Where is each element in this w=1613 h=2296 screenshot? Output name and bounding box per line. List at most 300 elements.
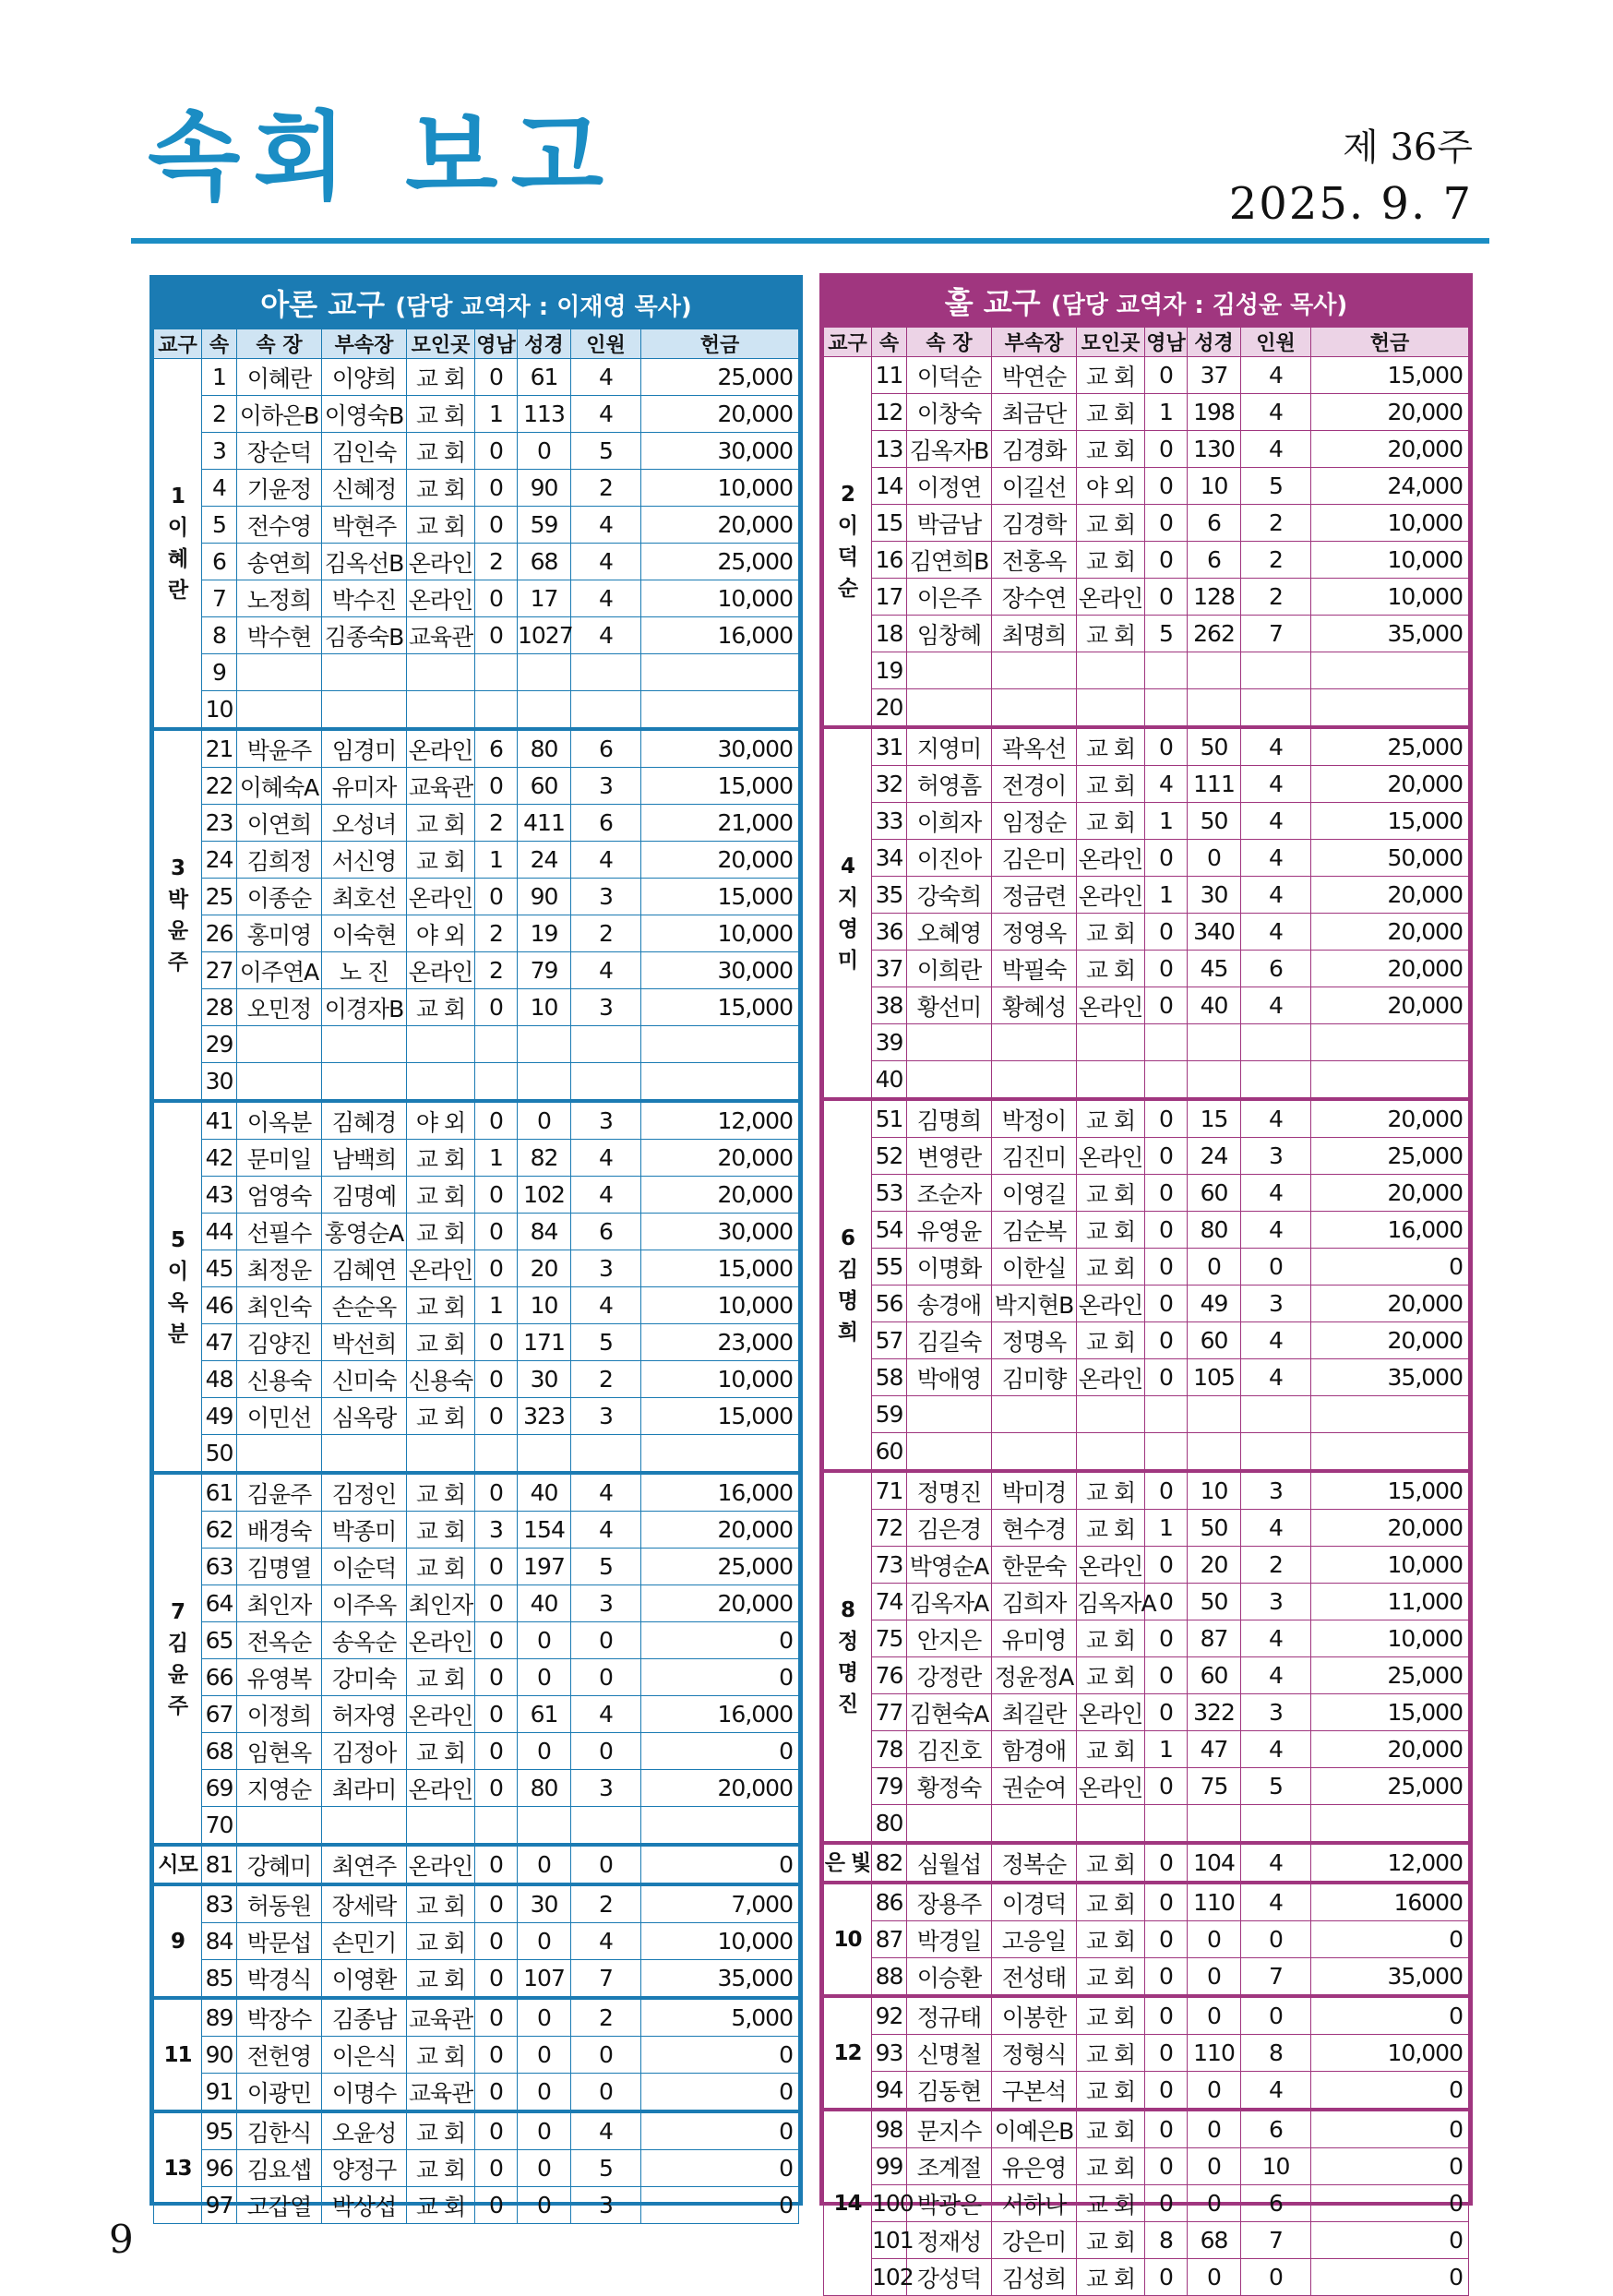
cell-place: 교육관 [407, 617, 475, 654]
cell-number: 65 [202, 1622, 237, 1659]
cell-count [1241, 652, 1311, 689]
cell-count: 3 [1241, 1694, 1311, 1731]
cell-offering: 20,000 [1311, 1510, 1469, 1547]
cell-offering: 20,000 [1311, 431, 1469, 468]
cell-bible: 50 [1188, 1584, 1241, 1620]
cell-bible: 0 [1188, 1996, 1241, 2035]
cell-bible: 60 [1188, 1175, 1241, 1212]
table-row [824, 1731, 1469, 1768]
cell-count [1241, 1061, 1311, 1100]
cell-count [1241, 1024, 1311, 1061]
cell-offering: 30,000 [641, 729, 799, 768]
cell-place: 교 회 [407, 1398, 475, 1435]
cell-leader: 신용숙 [237, 1361, 322, 1398]
cell-count [571, 1435, 641, 1474]
cell-offering: 12,000 [1311, 1843, 1469, 1883]
cell-place: 교 회 [407, 1287, 475, 1324]
cell-subleader: 남백희 [322, 1140, 407, 1177]
cell-leader: 박장수 [237, 1998, 322, 2037]
cell-leader: 강성덕 [907, 2259, 992, 2296]
cell-yeongnam: 0 [1145, 1584, 1188, 1620]
cell-subleader: 이순덕 [322, 1549, 407, 1585]
cell-place: 온라인 [407, 544, 475, 580]
cell-bible: 10 [518, 1287, 571, 1324]
cell-offering [1311, 1061, 1469, 1100]
cell-place: 교 회 [1077, 1657, 1145, 1694]
cell-place: 온라인 [407, 952, 475, 989]
cell-offering: 25,000 [1311, 727, 1469, 766]
cell-place: 야 외 [1077, 468, 1145, 505]
cell-bible: 45 [1188, 951, 1241, 987]
group-label: 8 정 명 진 [824, 1471, 872, 1843]
cell-number: 91 [202, 2074, 237, 2112]
column-header: 교구 [824, 328, 872, 357]
table-row [154, 1512, 799, 1549]
cell-leader: 유영윤 [907, 1212, 992, 1249]
table-row [824, 2148, 1469, 2185]
cell-subleader: 정형식 [992, 2035, 1077, 2072]
cell-bible: 6 [1188, 542, 1241, 579]
cell-number: 35 [872, 877, 907, 914]
cell-leader: 이창숙 [907, 394, 992, 431]
cell-offering: 15,000 [641, 879, 799, 915]
cell-leader [907, 1061, 992, 1100]
cell-offering: 15,000 [1311, 803, 1469, 840]
cell-bible: 50 [1188, 727, 1241, 766]
group-label: 9 [154, 1884, 202, 1998]
cell-offering [641, 691, 799, 730]
cell-yeongnam: 8 [1145, 2222, 1188, 2259]
cell-leader: 박경식 [237, 1960, 322, 1999]
cell-place: 교 회 [1077, 1249, 1145, 1286]
cell-count: 4 [571, 952, 641, 989]
cell-offering [641, 1063, 799, 1102]
table-row [154, 989, 799, 1026]
cell-subleader: 박미경 [992, 1471, 1077, 1510]
table-row [154, 1435, 799, 1474]
cell-count: 5 [1241, 1768, 1311, 1805]
column-header: 헌금 [641, 329, 799, 359]
cell-leader: 이명화 [907, 1249, 992, 1286]
cell-subleader: 박종미 [322, 1512, 407, 1549]
cell-yeongnam: 0 [1145, 357, 1188, 394]
cell-place: 교 회 [1077, 2185, 1145, 2222]
cell-offering: 30,000 [641, 433, 799, 470]
cell-yeongnam [1145, 1433, 1188, 1472]
cell-leader: 송연희 [237, 544, 322, 580]
cell-yeongnam: 0 [1145, 1322, 1188, 1359]
cell-count: 4 [571, 1923, 641, 1960]
cell-leader: 엄영숙 [237, 1177, 322, 1214]
cell-leader: 강숙희 [907, 877, 992, 914]
cell-count: 4 [1241, 2072, 1311, 2111]
cell-yeongnam: 0 [1145, 2259, 1188, 2296]
cell-bible: 84 [518, 1214, 571, 1250]
cell-leader [237, 691, 322, 730]
table-row [824, 1958, 1469, 1997]
cell-place: 교 회 [1077, 2259, 1145, 2296]
cell-leader: 박광은 [907, 2185, 992, 2222]
cell-leader: 변영란 [907, 1138, 992, 1175]
cell-offering: 10,000 [641, 1361, 799, 1398]
cell-yeongnam: 0 [475, 1884, 518, 1923]
cell-leader: 최인자 [237, 1585, 322, 1622]
cell-subleader: 김혜경 [322, 1101, 407, 1140]
cell-yeongnam: 0 [475, 1770, 518, 1807]
cell-offering: 20,000 [1311, 1731, 1469, 1768]
cell-place: 교 회 [407, 1512, 475, 1549]
cell-leader: 황정숙 [907, 1768, 992, 1805]
cell-place: 교 회 [407, 1960, 475, 1999]
cell-yeongnam: 0 [1145, 1547, 1188, 1584]
cell-number: 28 [202, 989, 237, 1026]
cell-offering: 25,000 [1311, 1768, 1469, 1805]
cell-subleader: 김성희 [992, 2259, 1077, 2296]
cell-subleader: 이길선 [992, 468, 1077, 505]
table-row [154, 654, 799, 691]
cell-yeongnam: 0 [1145, 431, 1188, 468]
column-header: 영남 [1145, 328, 1188, 357]
cell-count: 3 [1241, 1286, 1311, 1322]
cell-bible: 75 [1188, 1768, 1241, 1805]
cell-place: 교 회 [407, 989, 475, 1026]
cell-yeongnam: 0 [1145, 579, 1188, 616]
table-row [154, 1845, 799, 1884]
group-label: 4 지 영 미 [824, 727, 872, 1099]
cell-bible: 59 [518, 507, 571, 544]
cell-yeongnam: 0 [475, 1923, 518, 1960]
cell-leader: 임현옥 [237, 1733, 322, 1770]
cell-place: 신용숙 [407, 1361, 475, 1398]
cell-bible: 30 [518, 1884, 571, 1923]
cell-subleader [992, 1024, 1077, 1061]
cell-leader: 김옥자A [907, 1584, 992, 1620]
cell-number: 48 [202, 1361, 237, 1398]
cell-number: 69 [202, 1770, 237, 1807]
cell-bible [518, 1063, 571, 1102]
table-row [824, 1396, 1469, 1433]
cell-bible: 0 [1188, 2185, 1241, 2222]
cell-leader [907, 1396, 992, 1433]
cell-offering: 10,000 [1311, 1620, 1469, 1657]
cell-count: 0 [1241, 2259, 1311, 2296]
cell-yeongnam: 0 [475, 1622, 518, 1659]
cell-subleader [322, 1435, 407, 1474]
cell-number: 29 [202, 1026, 237, 1063]
cell-bible: 90 [518, 470, 571, 507]
cell-subleader: 이주옥 [322, 1585, 407, 1622]
cell-leader [907, 652, 992, 689]
cell-offering: 20,000 [1311, 987, 1469, 1024]
cell-place: 교 회 [1077, 2035, 1145, 2072]
cell-leader: 조순자 [907, 1175, 992, 1212]
cell-place: 교 회 [1077, 1731, 1145, 1768]
table-row [154, 2111, 799, 2150]
cell-count: 5 [571, 433, 641, 470]
cell-offering: 0 [1311, 2072, 1469, 2111]
cell-offering [1311, 1805, 1469, 1844]
table-row [824, 1433, 1469, 1472]
cell-bible: 110 [1188, 2035, 1241, 2072]
cell-yeongnam: 4 [1145, 766, 1188, 803]
cell-bible: 50 [1188, 1510, 1241, 1547]
table-row [154, 952, 799, 989]
cell-bible: 87 [1188, 1620, 1241, 1657]
cell-place [1077, 1024, 1145, 1061]
cell-subleader: 장세락 [322, 1884, 407, 1923]
column-header: 속 장 [907, 328, 992, 357]
cell-leader: 이연희 [237, 805, 322, 842]
cell-leader: 고갑열 [237, 2187, 322, 2224]
cell-yeongnam: 0 [475, 359, 518, 396]
cell-bible: 0 [1188, 1249, 1241, 1286]
cell-subleader: 박상섭 [322, 2187, 407, 2224]
cell-place [1077, 652, 1145, 689]
cell-number: 15 [872, 505, 907, 542]
cell-count [1241, 689, 1311, 728]
cell-subleader: 정복순 [992, 1843, 1077, 1883]
cell-number: 32 [872, 766, 907, 803]
cell-count: 3 [571, 1770, 641, 1807]
cell-bible: 68 [1188, 2222, 1241, 2259]
cell-place: 교 회 [407, 1140, 475, 1177]
cell-yeongnam: 1 [1145, 1510, 1188, 1547]
cell-count: 4 [571, 1140, 641, 1177]
cell-number: 18 [872, 616, 907, 652]
table-row [154, 1214, 799, 1250]
table-row [154, 433, 799, 470]
cell-subleader: 신혜정 [322, 470, 407, 507]
cell-number: 100 [872, 2185, 907, 2222]
cell-subleader: 노 진 [322, 952, 407, 989]
cell-bible: 171 [518, 1324, 571, 1361]
cell-count: 4 [571, 2111, 641, 2150]
column-header: 성경 [1188, 328, 1241, 357]
cell-bible: 0 [518, 1101, 571, 1140]
table-row [824, 652, 1469, 689]
cell-place: 교육관 [407, 2074, 475, 2112]
cell-yeongnam: 0 [475, 768, 518, 805]
cell-number: 47 [202, 1324, 237, 1361]
cell-offering: 0 [641, 2150, 799, 2187]
cell-place: 온라인 [1077, 987, 1145, 1024]
cell-place: 교 회 [1077, 1322, 1145, 1359]
cell-count: 3 [571, 1101, 641, 1140]
cell-count: 4 [571, 1512, 641, 1549]
table-row [824, 2035, 1469, 2072]
cell-place: 교육관 [407, 1998, 475, 2037]
cell-count: 4 [571, 1696, 641, 1733]
cell-subleader: 이예은B [992, 2110, 1077, 2148]
cell-place: 온라인 [407, 1696, 475, 1733]
cell-number: 38 [872, 987, 907, 1024]
cell-subleader: 박연순 [992, 357, 1077, 394]
cell-leader: 오혜영 [907, 914, 992, 951]
cell-yeongnam: 0 [1145, 2185, 1188, 2222]
cell-offering: 20,000 [641, 842, 799, 879]
cell-yeongnam: 2 [475, 805, 518, 842]
cell-number: 60 [872, 1433, 907, 1472]
cell-leader: 김진호 [907, 1731, 992, 1768]
table-row [154, 879, 799, 915]
cell-count: 3 [571, 1398, 641, 1435]
group-label: 11 [154, 1998, 202, 2111]
cell-count: 4 [1241, 1510, 1311, 1547]
cell-leader: 김희정 [237, 842, 322, 879]
cell-count: 2 [1241, 505, 1311, 542]
cell-leader: 심월섭 [907, 1843, 992, 1883]
cell-yeongnam: 0 [1145, 1175, 1188, 1212]
cell-offering: 10,000 [1311, 1547, 1469, 1584]
cell-yeongnam: 0 [1145, 2148, 1188, 2185]
table-row [824, 1024, 1469, 1061]
cell-count: 4 [1241, 1883, 1311, 1921]
cell-yeongnam: 0 [475, 1177, 518, 1214]
aron-district-table [153, 329, 799, 2224]
cell-count: 3 [571, 2187, 641, 2224]
cell-yeongnam: 0 [475, 2150, 518, 2187]
cell-number: 33 [872, 803, 907, 840]
cell-leader: 배경숙 [237, 1512, 322, 1549]
cell-place: 교 회 [407, 1884, 475, 1923]
table-row [824, 1657, 1469, 1694]
cell-bible [1188, 689, 1241, 728]
cell-number: 39 [872, 1024, 907, 1061]
table-row [824, 1175, 1469, 1212]
cell-subleader: 강은미 [992, 2222, 1077, 2259]
cell-bible: 6 [1188, 505, 1241, 542]
cell-bible: 10 [1188, 1471, 1241, 1510]
cell-place: 교 회 [407, 470, 475, 507]
cell-subleader: 김순복 [992, 1212, 1077, 1249]
cell-leader: 이희란 [907, 951, 992, 987]
table-row [824, 1359, 1469, 1396]
cell-number: 72 [872, 1510, 907, 1547]
table-row [824, 1883, 1469, 1921]
table-row [154, 1250, 799, 1287]
cell-count: 3 [1241, 1471, 1311, 1510]
cell-offering: 20,000 [641, 1140, 799, 1177]
cell-place: 교 회 [407, 2037, 475, 2074]
cell-offering: 0 [641, 2037, 799, 2074]
cell-leader: 이종순 [237, 879, 322, 915]
cell-leader: 이주연A [237, 952, 322, 989]
cell-number: 23 [202, 805, 237, 842]
cell-number: 99 [872, 2148, 907, 2185]
cell-place: 교 회 [1077, 505, 1145, 542]
group-label: 10 [824, 1883, 872, 1996]
cell-leader: 장순덕 [237, 433, 322, 470]
cell-bible: 0 [1188, 2110, 1241, 2148]
cell-bible: 50 [1188, 803, 1241, 840]
cell-place: 교 회 [407, 805, 475, 842]
cell-number: 61 [202, 1473, 237, 1512]
table-row [824, 1620, 1469, 1657]
table-row [824, 1510, 1469, 1547]
cell-place: 교 회 [407, 507, 475, 544]
cell-yeongnam [1145, 689, 1188, 728]
cell-offering: 16,000 [641, 1696, 799, 1733]
table-row [824, 951, 1469, 987]
table-row [154, 1140, 799, 1177]
cell-offering: 15,000 [641, 1250, 799, 1287]
cell-offering: 15,000 [641, 768, 799, 805]
cell-yeongnam [1145, 652, 1188, 689]
cell-leader: 박문섭 [237, 1923, 322, 1960]
cell-subleader: 박현주 [322, 507, 407, 544]
cell-yeongnam [475, 1435, 518, 1474]
table-row [824, 1547, 1469, 1584]
cell-offering [641, 1026, 799, 1063]
cell-count: 6 [1241, 2185, 1311, 2222]
group-label: 12 [824, 1996, 872, 2110]
cell-number: 89 [202, 1998, 237, 2037]
cell-subleader: 임경미 [322, 729, 407, 768]
cell-subleader [992, 689, 1077, 728]
cell-leader: 정규태 [907, 1996, 992, 2035]
cell-count: 4 [1241, 914, 1311, 951]
cell-number: 44 [202, 1214, 237, 1250]
cell-subleader: 전경이 [992, 766, 1077, 803]
table-row [824, 914, 1469, 951]
cell-subleader [992, 1061, 1077, 1100]
cell-subleader: 장수연 [992, 579, 1077, 616]
cell-offering: 30,000 [641, 952, 799, 989]
table-row [154, 842, 799, 879]
cell-number: 50 [202, 1435, 237, 1474]
cell-offering: 35,000 [1311, 1958, 1469, 1997]
cell-bible: 322 [1188, 1694, 1241, 1731]
cell-bible: 80 [1188, 1212, 1241, 1249]
cell-count: 5 [571, 2150, 641, 2187]
cell-number: 73 [872, 1547, 907, 1584]
cell-subleader: 허자영 [322, 1696, 407, 1733]
group-label: 7 김 윤 주 [154, 1473, 202, 1845]
cell-offering: 24,000 [1311, 468, 1469, 505]
table-row [154, 544, 799, 580]
cell-offering: 16,000 [1311, 1212, 1469, 1249]
table-row [154, 1923, 799, 1960]
cell-bible: 24 [518, 842, 571, 879]
cell-number: 45 [202, 1250, 237, 1287]
cell-subleader: 유미영 [992, 1620, 1077, 1657]
cell-place: 온라인 [1077, 1286, 1145, 1322]
table-row [154, 470, 799, 507]
cell-bible: 30 [518, 1361, 571, 1398]
cell-number: 97 [202, 2187, 237, 2224]
cell-bible: 68 [518, 544, 571, 580]
cell-subleader: 이봉한 [992, 1996, 1077, 2035]
cell-bible: 0 [518, 2037, 571, 2074]
cell-subleader: 김은미 [992, 840, 1077, 877]
table-row [824, 727, 1469, 766]
cell-offering: 23,000 [641, 1324, 799, 1361]
cell-place: 교육관 [407, 768, 475, 805]
cell-yeongnam: 3 [475, 1512, 518, 1549]
cell-number: 52 [872, 1138, 907, 1175]
table-row [154, 2074, 799, 2112]
cell-subleader: 이영숙B [322, 396, 407, 433]
cell-yeongnam: 0 [475, 2074, 518, 2112]
cell-yeongnam: 0 [475, 1324, 518, 1361]
cell-offering [641, 654, 799, 691]
cell-number: 81 [202, 1845, 237, 1884]
cell-yeongnam: 0 [475, 507, 518, 544]
cell-yeongnam: 0 [1145, 2035, 1188, 2072]
cell-place: 온라인 [407, 729, 475, 768]
cell-bible: 0 [1188, 2259, 1241, 2296]
cell-subleader: 박필숙 [992, 951, 1077, 987]
